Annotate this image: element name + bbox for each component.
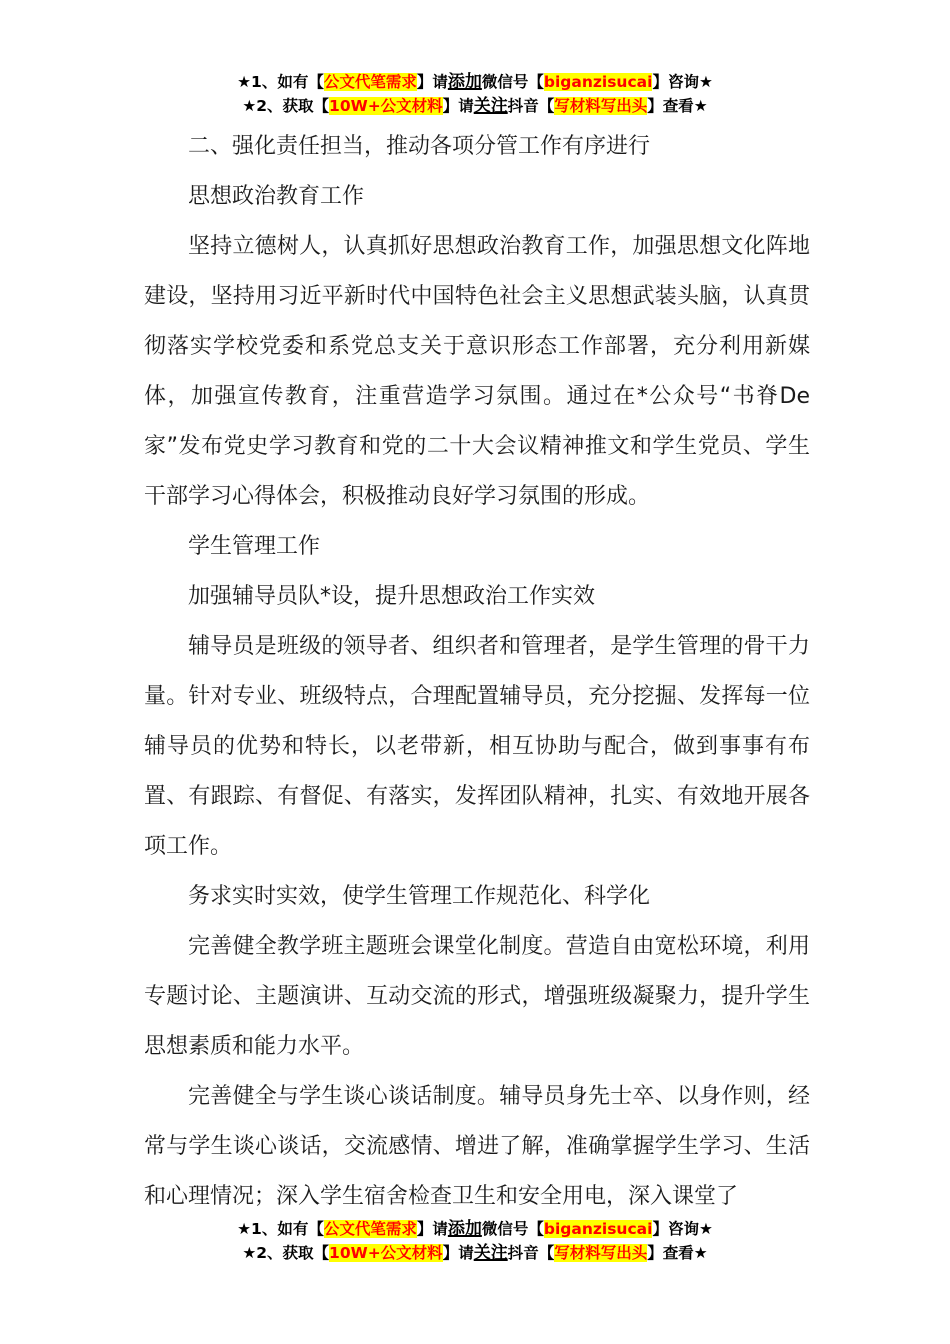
- body-paragraph: 完善健全与学生谈心谈话制度。辅导员身先士卒、以身作则，经常与学生谈心谈话，交流感情、增进了解，准确掌握学生学习、生活和心理情况；深入学生宿舍检查卫生和安全用电，深入课堂了: [144, 1084, 810, 1209]
- banner-highlight: 公文代笔需求: [323, 73, 417, 91]
- banner-text: 】请: [442, 97, 474, 115]
- banner-line-2: [0, 1241, 950, 1265]
- banner-highlight: 公文代笔需求: [323, 1220, 417, 1238]
- banner-wechat-id: biganzisucai: [543, 1220, 653, 1238]
- banner-text: 抖音【: [507, 97, 555, 115]
- banner-highlight: 写材料写出头: [554, 1244, 648, 1262]
- banner-text: 】请: [416, 73, 448, 91]
- banner-text: 微信号【: [481, 73, 544, 91]
- banner-text: 】请: [416, 1220, 448, 1238]
- banner-text: 】查看★: [647, 97, 708, 115]
- subsection-heading: 务求实时实效，使学生管理工作规范化、科学化: [188, 884, 651, 909]
- subsection-heading: 思想政治教育工作: [188, 184, 365, 209]
- banner-highlight: 10W+公文材料: [329, 1244, 443, 1262]
- body-paragraph: 辅导员是班级的领导者、组织者和管理者，是学生管理的骨干力量。针对专业、班级特点，合理配置辅导员，充分挖掘、发挥每一位辅导员的优势和特长，以老带新，相互协助与配合，做到事事有布置、有跟踪、有督促、有落实，发挥团队精神，扎实、有效地开展各项工作。: [144, 634, 810, 859]
- subsection-heading: 学生管理工作: [188, 534, 321, 559]
- banner-highlight: 写材料写出头: [554, 97, 648, 115]
- banner-text: 】咨询★: [652, 73, 713, 91]
- banner-text: ★2、获取【: [242, 97, 330, 115]
- banner-text: 微信号【: [481, 1220, 544, 1238]
- subsection-heading: 加强辅导员队*设，提升思想政治工作实效: [188, 584, 596, 609]
- banner-underline: 添加: [447, 72, 482, 92]
- banner-text: 】咨询★: [652, 1220, 713, 1238]
- banner-underline: 关注: [473, 96, 508, 116]
- footer-banner: [0, 1217, 950, 1265]
- body-paragraph: 完善健全教学班主题班会课堂化制度。营造自由宽松环境，利用专题讨论、主题演讲、互动交流的形式，增强班级凝聚力，提升学生思想素质和能力水平。: [144, 934, 810, 1059]
- banner-wechat-id: biganzisucai: [543, 73, 653, 91]
- banner-line-2: [0, 94, 950, 118]
- banner-line-1: [0, 1217, 950, 1241]
- banner-text: ★2、获取【: [242, 1244, 330, 1262]
- banner-text: 】请: [442, 1244, 474, 1262]
- banner-text: ★1、如有【: [237, 73, 324, 91]
- banner-line-1: [0, 70, 950, 94]
- banner-underline: 添加: [447, 1219, 482, 1239]
- banner-text: ★1、如有【: [237, 1220, 324, 1238]
- section-heading: 二、强化责任担当，推动各项分管工作有序进行: [188, 134, 651, 159]
- banner-text: 】查看★: [647, 1244, 708, 1262]
- banner-text: 抖音【: [507, 1244, 555, 1262]
- document-body: [144, 122, 810, 1222]
- banner-highlight: 10W+公文材料: [329, 97, 443, 115]
- banner-underline: 关注: [473, 1243, 508, 1263]
- body-paragraph: 坚持立德树人，认真抓好思想政治教育工作，加强思想文化阵地建设，坚持用习近平新时代中国特色社会主义思想武装头脑，认真贯彻落实学校党委和系党总支关于意识形态工作部署，充分利用新媒体，加强宣传教育，注重营造学习氛围。通过在*公众号“书脊De家”发布党史学习教育和党的二十大会议精神推文和学生党员、学生干部学习心得体会，积极推动良好学习氛围的形成。: [144, 234, 810, 509]
- header-banner: [0, 70, 950, 118]
